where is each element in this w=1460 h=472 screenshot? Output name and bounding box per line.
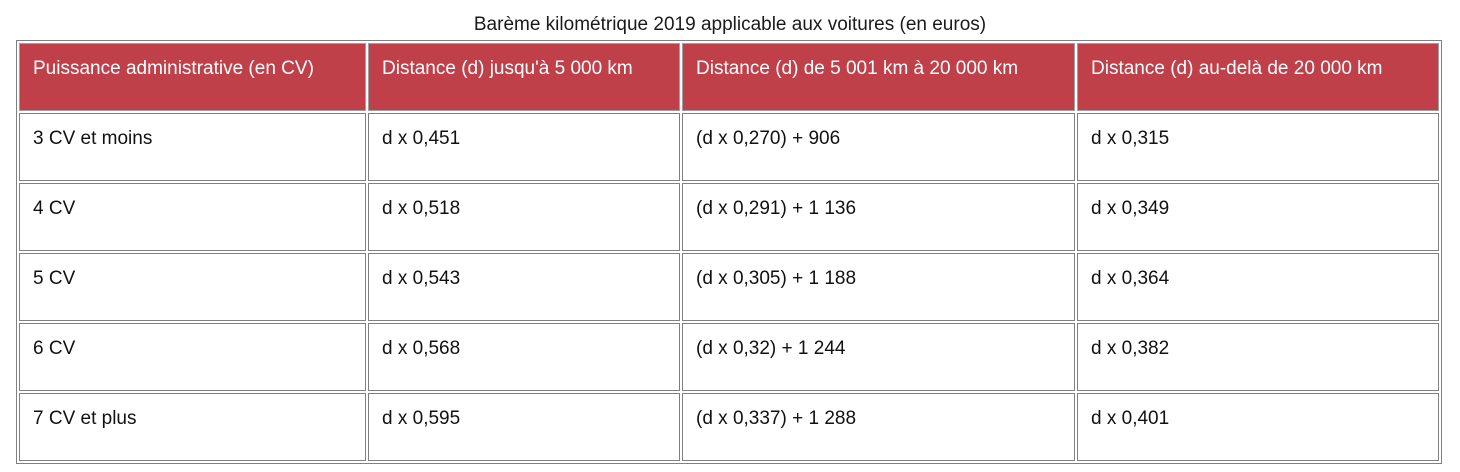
cell-rate-5001-to-20000: (d x 0,32) + 1 244: [682, 323, 1075, 391]
mileage-rate-table: [16, 40, 1442, 464]
table-row: [19, 323, 1439, 391]
cell-rate-up-to-5000: d x 0,518: [368, 183, 680, 251]
cell-rate-5001-to-20000: (d x 0,305) + 1 188: [682, 253, 1075, 321]
cell-fiscal-power: 7 CV et plus: [19, 393, 366, 461]
header-distance-5001-to-20000: Distance (d) de 5 001 km à 20 000 km: [682, 43, 1075, 111]
cell-rate-over-20000: d x 0,401: [1077, 393, 1439, 461]
header-fiscal-power: Puissance administrative (en CV): [19, 43, 366, 111]
cell-rate-5001-to-20000: (d x 0,291) + 1 136: [682, 183, 1075, 251]
table-caption: Barème kilométrique 2019 applicable aux voitures (en euros): [473, 14, 987, 35]
table-row: [19, 393, 1439, 461]
cell-rate-up-to-5000: d x 0,543: [368, 253, 680, 321]
cell-rate-5001-to-20000: (d x 0,337) + 1 288: [682, 393, 1075, 461]
cell-rate-over-20000: d x 0,364: [1077, 253, 1439, 321]
cell-fiscal-power: 4 CV: [19, 183, 366, 251]
cell-fiscal-power: 5 CV: [19, 253, 366, 321]
cell-rate-up-to-5000: d x 0,568: [368, 323, 680, 391]
table-row: [19, 183, 1439, 251]
cell-rate-over-20000: d x 0,315: [1077, 113, 1439, 181]
table-row: [19, 113, 1439, 181]
cell-rate-up-to-5000: d x 0,451: [368, 113, 680, 181]
header-distance-over-20000: Distance (d) au-delà de 20 000 km: [1077, 43, 1439, 111]
header-row: [19, 43, 1439, 111]
cell-fiscal-power: 3 CV et moins: [19, 113, 366, 181]
cell-rate-up-to-5000: d x 0,595: [368, 393, 680, 461]
header-distance-up-to-5000: Distance (d) jusqu'à 5 000 km: [368, 43, 680, 111]
cell-rate-over-20000: d x 0,349: [1077, 183, 1439, 251]
cell-rate-over-20000: d x 0,382: [1077, 323, 1439, 391]
cell-rate-5001-to-20000: (d x 0,270) + 906: [682, 113, 1075, 181]
cell-fiscal-power: 6 CV: [19, 323, 366, 391]
table-row: [19, 253, 1439, 321]
